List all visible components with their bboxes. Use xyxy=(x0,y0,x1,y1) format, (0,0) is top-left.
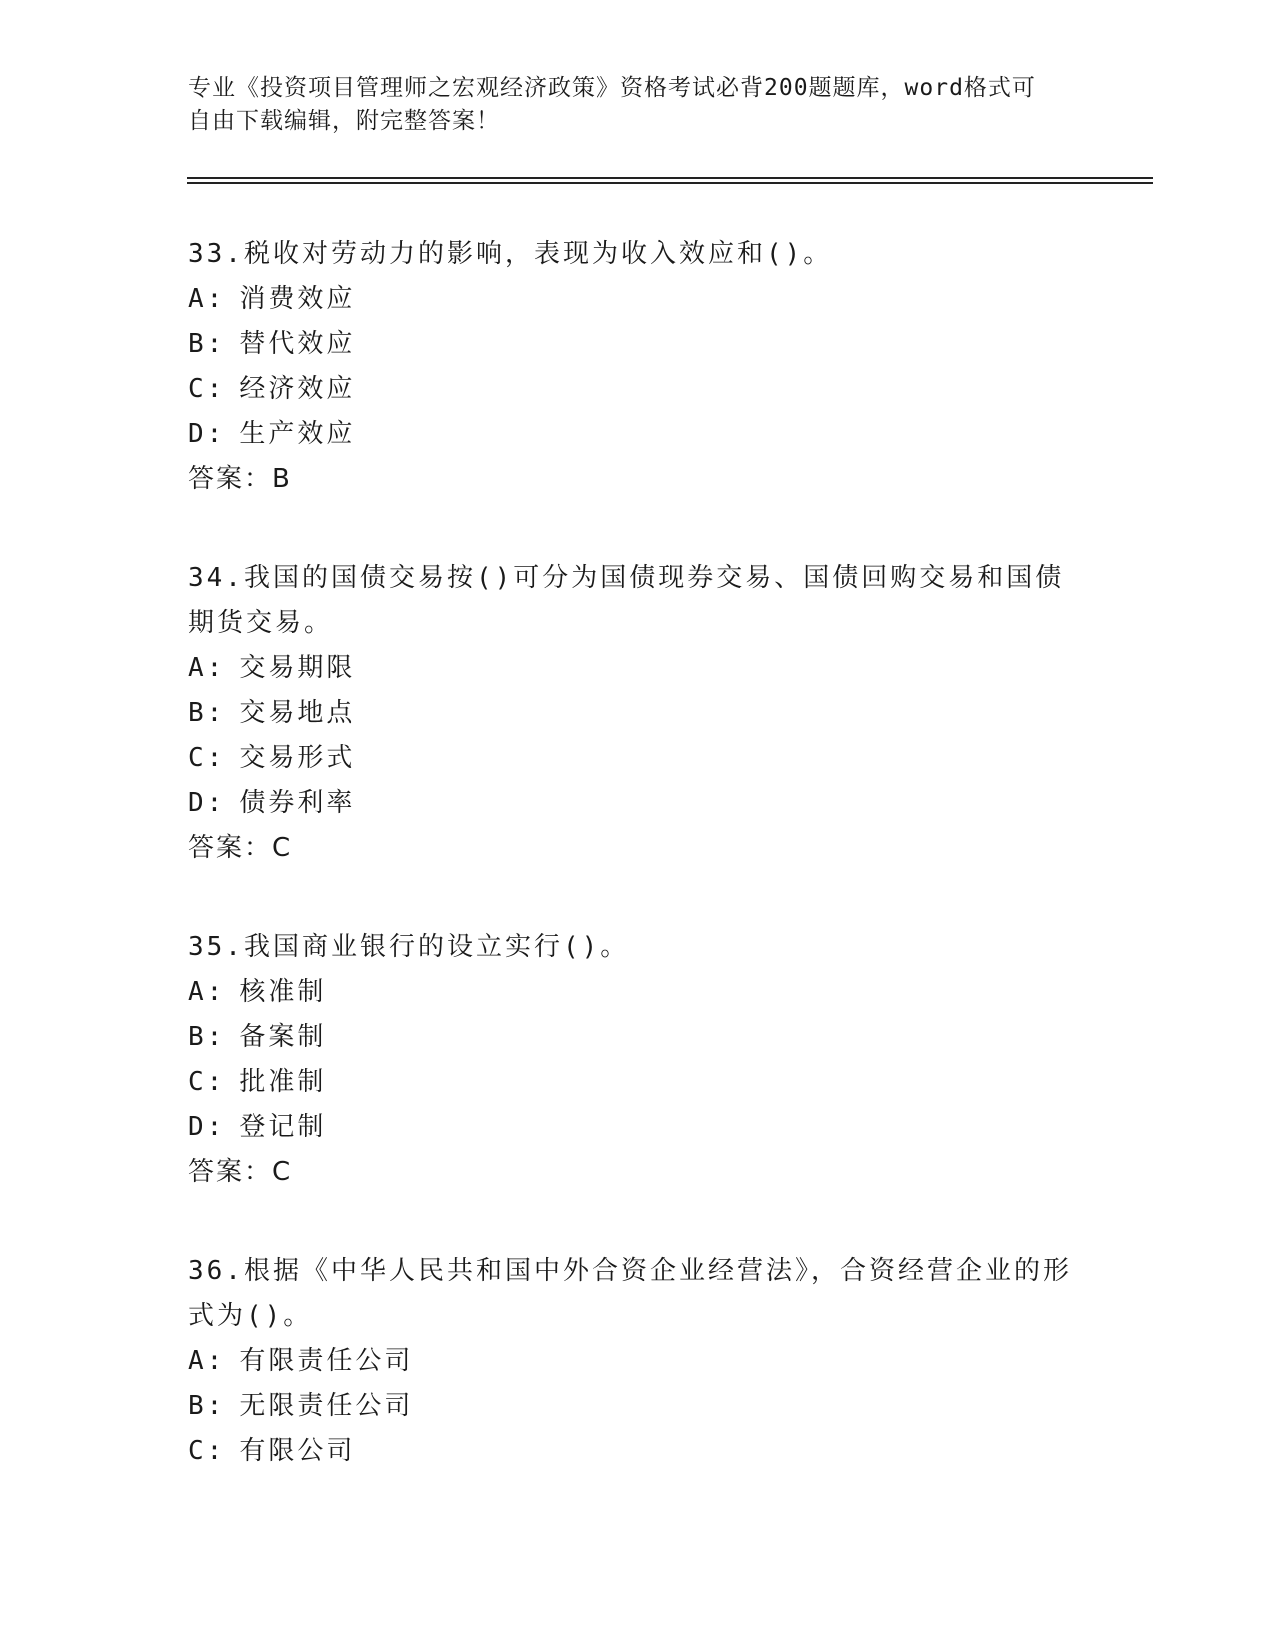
option-text: 无限责任公司 xyxy=(239,1391,414,1421)
question-34 xyxy=(188,556,1088,871)
option-c xyxy=(188,736,1088,781)
option-label: A: xyxy=(188,1346,226,1376)
option-text: 交易形式 xyxy=(239,743,356,773)
option-b xyxy=(188,1384,1088,1429)
question-stem: 34.我国的国债交易按()可分为国债现券交易、国债回购交易和国债期货交易。 xyxy=(188,563,1065,638)
header-rule-bottom xyxy=(187,182,1153,184)
option-a xyxy=(188,1339,1088,1384)
option-label: A: xyxy=(188,653,226,683)
option-text: 交易期限 xyxy=(239,653,356,683)
header-line-2: 自由下载编辑，附完整答案！ xyxy=(188,108,500,134)
question-36 xyxy=(188,1249,1088,1474)
question-stem: 36.根据《中华人民共和国中外合资企业经营法》，合资经营企业的形式为()。 xyxy=(188,1256,1072,1331)
option-c xyxy=(188,1429,1088,1474)
option-label: C: xyxy=(188,1436,226,1466)
header-rule-top xyxy=(187,177,1153,179)
question-stem: 33.税收对劳动力的影响，表现为收入效应和()。 xyxy=(188,239,833,269)
option-text: 交易地点 xyxy=(239,698,356,728)
document-header xyxy=(188,72,1068,138)
option-b xyxy=(188,322,1088,367)
option-text: 备案制 xyxy=(239,1022,327,1052)
answer-line: 答案：B xyxy=(188,464,292,494)
option-label: A: xyxy=(188,284,226,314)
option-b xyxy=(188,691,1088,736)
answer-line: 答案：C xyxy=(188,833,293,863)
question-stem: 35.我国商业银行的设立实行()。 xyxy=(188,932,630,962)
option-d xyxy=(188,1105,1088,1150)
option-label: D: xyxy=(188,1112,226,1142)
option-d xyxy=(188,781,1088,826)
option-label: B: xyxy=(188,1391,226,1421)
option-a xyxy=(188,970,1088,1015)
option-label: D: xyxy=(188,788,226,818)
option-text: 经济效应 xyxy=(239,374,356,404)
option-text: 替代效应 xyxy=(239,329,356,359)
option-label: B: xyxy=(188,329,226,359)
option-label: B: xyxy=(188,698,226,728)
option-label: D: xyxy=(188,419,226,449)
question-35 xyxy=(188,925,1088,1195)
option-text: 核准制 xyxy=(239,977,327,1007)
option-text: 有限公司 xyxy=(239,1436,356,1466)
option-label: C: xyxy=(188,743,226,773)
option-label: C: xyxy=(188,374,226,404)
option-text: 消费效应 xyxy=(239,284,356,314)
question-33 xyxy=(188,232,1088,502)
option-label: A: xyxy=(188,977,226,1007)
header-line-1: 专业《投资项目管理师之宏观经济政策》资格考试必背200题题库，word格式可 xyxy=(188,75,1036,101)
option-text: 债券利率 xyxy=(239,788,356,818)
option-b xyxy=(188,1015,1088,1060)
question-list xyxy=(188,232,1088,1528)
option-text: 有限责任公司 xyxy=(239,1346,414,1376)
option-label: B: xyxy=(188,1022,226,1052)
option-text: 批准制 xyxy=(239,1067,327,1097)
option-text: 登记制 xyxy=(239,1112,327,1142)
option-a xyxy=(188,646,1088,691)
answer-line: 答案：C xyxy=(188,1157,293,1187)
option-d xyxy=(188,412,1088,457)
option-text: 生产效应 xyxy=(239,419,356,449)
option-label: C: xyxy=(188,1067,226,1097)
option-a xyxy=(188,277,1088,322)
option-c xyxy=(188,367,1088,412)
option-c xyxy=(188,1060,1088,1105)
